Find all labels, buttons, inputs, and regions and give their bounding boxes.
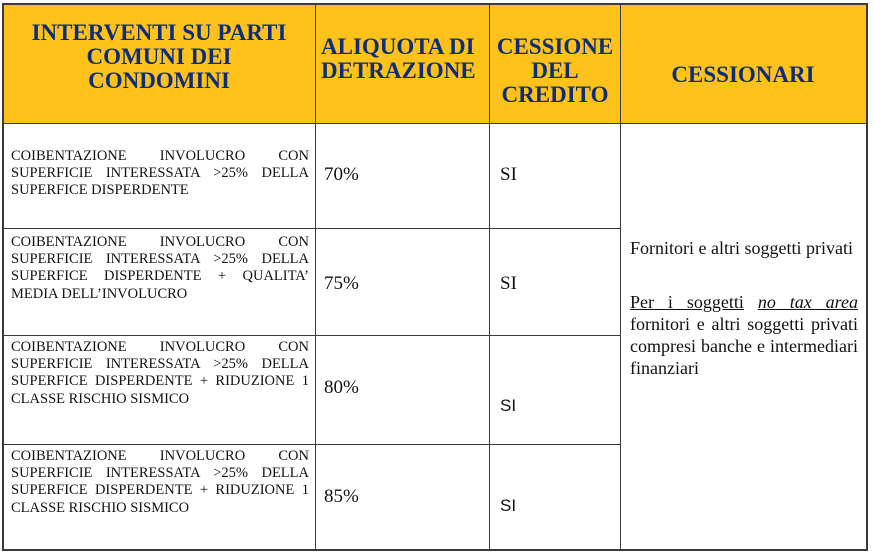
header-cell-aliquota	[315, 5, 489, 123]
cessionari-no-tax-area: no tax area	[757, 292, 858, 312]
header-cessionari: CESSIONARI	[671, 62, 815, 87]
divider	[4, 335, 620, 336]
cessionari-paragraph-1: Fornitori e altri soggetti privati	[630, 238, 853, 258]
divider	[620, 5, 621, 549]
cessione-cell: SI	[500, 164, 517, 185]
aliquota-cell: 85%	[324, 486, 359, 507]
header-cell-cessionari	[620, 5, 866, 123]
header-interventi: INTERVENTI SU PARTI COMUNI DEI CONDOMINI	[31, 20, 287, 93]
header-cessione: CESSIONE DEL CREDITO	[496, 34, 614, 107]
cessione-cell: SI	[500, 273, 517, 294]
divider	[489, 5, 490, 549]
aliquota-cell: 80%	[324, 377, 359, 398]
divider	[4, 444, 620, 445]
cessionari-paragraph-2	[630, 291, 858, 379]
intervento-cell: COIBENTAZIONE INVOLUCRO CON SUPERFICIE INTERESSATA >25% DELLA SUPERFICE DISPERDENTE + QUALITA’ MEDIA DELL’INVOLUCRO	[11, 234, 309, 302]
header-aliquota: ALIQUOTA DI DETRAZIONE	[321, 34, 476, 83]
intervento-cell: COIBENTAZIONE INVOLUCRO CON SUPERFICIE INTERESSATA >25% DELLA SUPERFICE DISPERDENTE + RIDUZIONE 1 CLASSE RISCHIO SISMICO	[11, 339, 309, 407]
cessionari-cell	[630, 237, 858, 379]
intervento-cell: COIBENTAZIONE INVOLUCRO CON SUPERFICIE INTERESSATA >25% DELLA SUPERFICE DISPERDENTE + RIDUZIONE 1 CLASSE RISCHIO SISMICO	[11, 448, 309, 516]
divider	[4, 228, 620, 229]
divider	[315, 5, 316, 549]
cessionari-rest: fornitori e altri soggetti privati compresi banche e intermediari finanziari	[630, 314, 858, 378]
aliquota-cell: 75%	[324, 273, 359, 294]
divider	[4, 123, 866, 124]
header-cell-interventi	[4, 5, 315, 123]
intervento-cell: COIBENTAZIONE INVOLUCRO CON SUPERFICIE INTERESSATA >25% DELLA SUPERFICE DISPERDENTE	[11, 148, 309, 199]
header-cell-cessione	[489, 5, 620, 123]
cessione-cell: SI	[500, 396, 517, 415]
incentive-table	[2, 3, 868, 551]
cessionari-lead: Per i soggetti	[630, 292, 744, 312]
cessione-cell: SI	[500, 496, 517, 515]
aliquota-cell: 70%	[324, 164, 359, 185]
